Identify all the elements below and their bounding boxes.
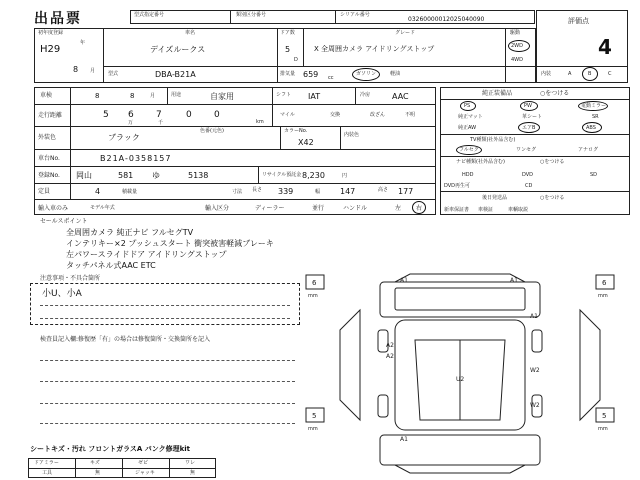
- import-cat-label: 輸入区分: [205, 205, 230, 212]
- inspector-title: 検査員記入欄:修復歴「有」の場合は修復箇所・交換箇所を記入: [40, 336, 211, 343]
- maker-label: 車名: [185, 30, 196, 36]
- sen-unit: 千: [158, 120, 164, 126]
- mark-a1-front-left: A1: [400, 277, 408, 284]
- mark-a1-right: A1: [530, 313, 538, 320]
- capacity-value: 4: [95, 187, 101, 196]
- interior-b: B: [588, 71, 592, 77]
- type-designation-label: 型式指定番号: [134, 12, 165, 18]
- displacement-label: 排気量: [280, 71, 296, 77]
- dim-label: 寸法: [232, 189, 243, 195]
- import-label: 輸入車のみ: [38, 205, 69, 212]
- bt-h2: キズ: [90, 460, 100, 466]
- bt-v1: 工具: [42, 470, 53, 476]
- color-no-label2: カラーNo.: [284, 128, 308, 134]
- shaken-label: 車検: [40, 92, 53, 99]
- mark-a1-front-right: A1: [510, 277, 518, 284]
- drive-2wd: 2WD: [511, 43, 523, 49]
- height-value: 177: [398, 187, 414, 196]
- equip-aw: 純正AW: [458, 125, 477, 131]
- mileage-d3: 7: [156, 110, 162, 120]
- mileage-d4: 0: [186, 110, 192, 120]
- form-title: 出品票: [34, 11, 82, 27]
- model-name: デイズルークス: [150, 45, 206, 54]
- equipment-legend: ○をつける: [540, 90, 570, 97]
- load-label: 積載量: [122, 189, 138, 195]
- width-label: 幅: [315, 189, 321, 195]
- fuel-gasoline: ガソリン: [356, 71, 377, 77]
- type-value: DBA-B21A: [155, 70, 196, 79]
- mark-a2-1: A2: [386, 342, 394, 349]
- equip-leather: 革シート: [522, 114, 543, 120]
- delivery-legend: ○をつける: [540, 195, 565, 201]
- year-value: H29: [40, 44, 61, 55]
- cc-unit: cc: [328, 75, 334, 81]
- shaken-year: 8: [95, 92, 100, 100]
- vin-value: B21A-0358157: [100, 154, 172, 163]
- grade-label: グレード: [395, 30, 416, 36]
- cd-label: CD: [525, 183, 533, 189]
- mark-a1-rear: A1: [400, 436, 408, 443]
- month-suffix: 月: [90, 68, 96, 74]
- mileage-label: 走行距離: [38, 112, 63, 119]
- mm-rr: mm: [598, 426, 608, 432]
- bt-h1: ドアミラー: [34, 460, 59, 466]
- navi-hdd: HDD: [462, 172, 474, 178]
- meter-label: マイル: [280, 112, 295, 118]
- delivery-warranty: 新車保証書: [444, 207, 470, 213]
- bt-v3: ジャッキ: [135, 470, 155, 476]
- sales-line-2: インテリキー×2 プッシュスタート 衝突被害軽減ブレーキ: [66, 239, 274, 248]
- navi-title: ナビ種類(社外品含む): [456, 159, 505, 165]
- mileage-d2: 6: [128, 110, 134, 120]
- shaken-month: 8: [130, 92, 135, 100]
- tv-title: TV種類(社外品含む): [470, 137, 516, 143]
- shift-value: IAT: [308, 92, 321, 101]
- year-label: 初年度登録: [38, 30, 64, 36]
- equip-ps: PS: [464, 103, 471, 109]
- color-value: ブラック: [108, 133, 140, 142]
- bt-h4: ワレ: [185, 460, 196, 466]
- ac-value: AAC: [392, 92, 409, 101]
- mm-rl: mm: [308, 426, 318, 432]
- mark-w2-2: W2: [530, 402, 540, 409]
- month-value: 8: [73, 65, 79, 74]
- interior-c: C: [608, 71, 612, 77]
- meter-opt-3: 不明: [405, 112, 416, 118]
- reg-label: 登録No.: [38, 172, 60, 179]
- score-value: 4: [598, 35, 612, 59]
- navi-dvd: DVD: [522, 172, 534, 178]
- mileage-d5: 0: [214, 110, 220, 120]
- km-unit: km: [256, 119, 264, 125]
- drive-4wd: 4WD: [511, 57, 523, 63]
- shift-label: シフト: [276, 92, 292, 98]
- usage-value: 自家用: [210, 92, 234, 101]
- grade-value: X 全周囲カメラ アイドリングストップ: [314, 45, 435, 53]
- bottom-notes-text: シートキズ・汚れ フロントガラスA パンク修理kit: [30, 445, 190, 453]
- score-label: 評価点: [568, 17, 589, 25]
- import-parallel: 並行: [312, 205, 325, 212]
- displacement-value: 659: [303, 70, 319, 79]
- man-unit: 万: [128, 120, 134, 126]
- recycle-value: 8,230: [302, 171, 325, 180]
- sales-line-1: 全周囲カメラ 純正ナビ フルセグTV: [66, 228, 194, 237]
- meter-opt-1: 交換: [330, 112, 341, 118]
- vin-label: 車台No.: [38, 155, 60, 162]
- equip-pw: PW: [524, 103, 532, 109]
- mark-a2-2: A2: [386, 353, 394, 360]
- serial-number: 03260000012025040090: [408, 16, 485, 23]
- fuel-light: 軽油: [390, 71, 401, 77]
- drive-label: 駆動: [510, 30, 521, 36]
- delivery-manual: 車輌取説: [508, 207, 529, 213]
- notes-title: 注意事項・不具合箇所: [40, 275, 101, 282]
- handle-right: 右: [416, 205, 423, 212]
- reg-class: 581: [118, 171, 134, 180]
- sales-line-4: タッチパネル式AAC ETC: [66, 261, 156, 270]
- equip-mat: 純正マット: [458, 114, 483, 120]
- interior-label: 内装: [541, 71, 552, 77]
- door-sub: D: [294, 57, 298, 63]
- bt-v4: 無: [190, 470, 196, 476]
- tread-fl: 6: [312, 279, 317, 287]
- door-label: ドア数: [280, 30, 295, 36]
- tv-oneseg: ワンセグ: [516, 147, 537, 153]
- category-number-label: 類別区分番号: [236, 12, 267, 18]
- tread-rl: 5: [312, 412, 317, 420]
- color-label: 外装色: [38, 134, 57, 141]
- door-count: 5: [285, 45, 291, 54]
- mileage-d1: 5: [103, 110, 109, 120]
- shaken-day: 月: [150, 93, 156, 99]
- equip-sr: SR: [592, 114, 599, 120]
- reg-area: 岡山: [76, 171, 92, 180]
- handle-left: 左: [395, 205, 402, 212]
- tread-fr: 6: [602, 279, 607, 287]
- reg-kana: ゆ: [152, 171, 160, 180]
- width-value: 147: [340, 187, 356, 196]
- recycle-unit: 円: [342, 173, 348, 179]
- reg-number: 5138: [188, 171, 209, 180]
- equipment-title: 純正装備品: [482, 90, 513, 97]
- tv-analog: アナログ: [578, 147, 599, 153]
- notes-text: 小U、小A: [42, 289, 82, 299]
- mark-w2-1: W2: [530, 367, 540, 374]
- type-label: 型式: [108, 71, 119, 77]
- color-no-value: X42: [298, 138, 314, 147]
- sales-line-3: 左パワースライドドア アイドリングストップ: [66, 250, 227, 259]
- usage-label: 用途: [171, 92, 182, 98]
- height-label: 高さ: [378, 187, 389, 193]
- mark-u2: U2: [456, 376, 465, 383]
- ac-label: 冷房: [360, 92, 371, 98]
- equip-airb: エアB: [522, 125, 536, 131]
- car-damage-diagram: [300, 270, 640, 480]
- equip-mirror: 電動ミラー: [581, 103, 607, 109]
- mm-fl: mm: [308, 293, 318, 299]
- model-year-label: モデル年式: [90, 205, 115, 211]
- delivery-title: 後日発送品: [482, 195, 508, 201]
- import-dealer: ディーラー: [255, 205, 285, 212]
- delivery-shaken: 車検証: [478, 207, 494, 213]
- length-value: 339: [278, 187, 294, 196]
- year-suffix: 年: [80, 40, 86, 46]
- serial-label: シリアル番号: [340, 12, 370, 18]
- meter-opt-2: 改ざん: [370, 112, 386, 118]
- navi-sd: SD: [590, 172, 598, 178]
- capacity-label: 定員: [38, 188, 51, 195]
- navi-legend: ○をつける: [540, 159, 565, 165]
- mm-fr: mm: [598, 293, 608, 299]
- color-no-label: 色番(元色): [200, 128, 224, 134]
- handle-label: ハンドル: [343, 205, 368, 212]
- interior-color-label: 内装色: [344, 132, 360, 138]
- length-label: 長さ: [252, 187, 263, 193]
- recycle-label: リサイクル預託金: [262, 172, 302, 178]
- tread-rr: 5: [602, 412, 607, 420]
- dvd-label: DVD再生可: [444, 183, 471, 189]
- sales-title: セールスポイント: [40, 218, 88, 225]
- equip-abs: ABS: [586, 125, 596, 131]
- tv-fullseg: フルセグ: [459, 147, 479, 153]
- bt-v2: 無: [95, 470, 101, 476]
- bt-h3: ゼビ: [138, 460, 149, 466]
- interior-a: A: [568, 71, 572, 77]
